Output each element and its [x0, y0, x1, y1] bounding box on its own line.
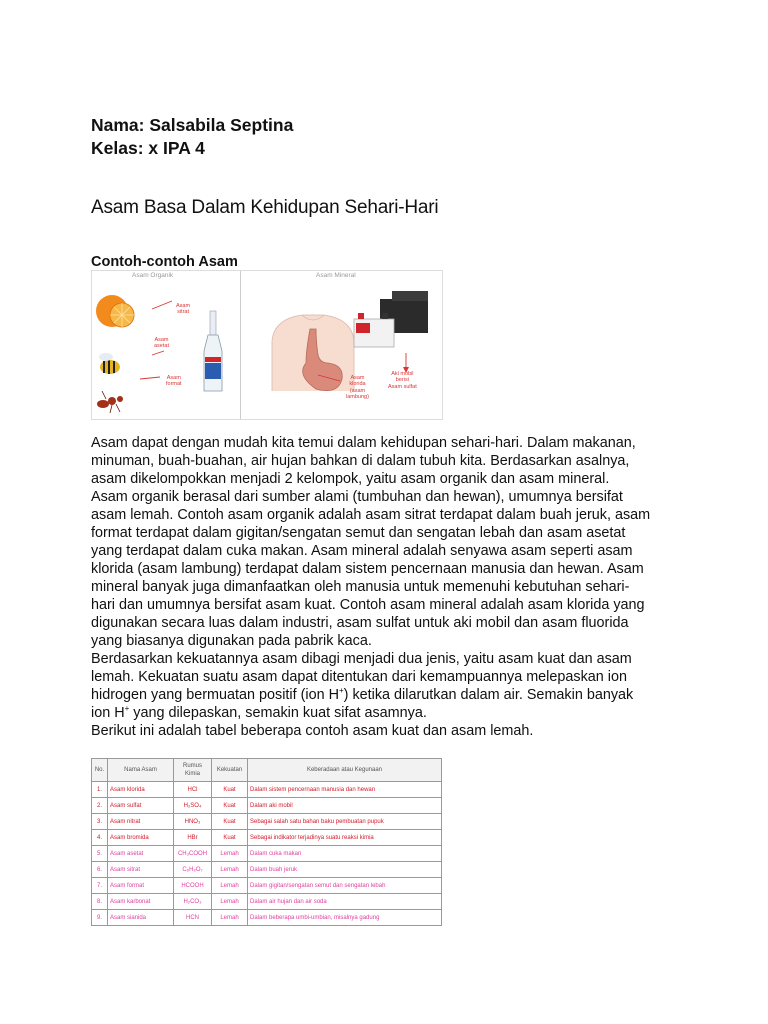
cell-use: Dalam air hujan dan air soda	[248, 894, 442, 910]
paragraph-line: hari dan umumnya bersifat asam kuat. Contoh asam mineral adalah asam klorida yang	[91, 597, 645, 613]
paragraph-line: asam lemah. Contoh asam organik adalah asam sitrat terdapat dalam buah jeruk, asam	[91, 507, 651, 523]
cell-formula: CH₃COOH	[174, 846, 212, 862]
cell-use: Dalam sistem pencernaan manusia dan hewan	[248, 782, 442, 798]
figure-header-mineral: Asam Mineral	[316, 272, 356, 279]
cell-no: 2.	[92, 798, 108, 814]
cell-no: 8.	[92, 894, 108, 910]
cell-strength: Kuat	[212, 814, 248, 830]
figure-divider	[240, 271, 241, 419]
table-header-row	[92, 759, 442, 782]
cell-no: 3.	[92, 814, 108, 830]
cell-use: Dalam buah jeruk	[248, 862, 442, 878]
paragraph-line-ion-2: ion H+ yang dilepaskan, semakin kuat sifat asamnya.	[91, 704, 427, 721]
cell-no: 5.	[92, 846, 108, 862]
label-hydrochloric-acid: Asam klorida (asam lambung)	[346, 375, 369, 400]
table-row	[92, 830, 442, 846]
cell-formula: H₂CO₃	[174, 894, 212, 910]
cell-strength: Kuat	[212, 830, 248, 846]
cell-formula: H₂SO₄	[174, 798, 212, 814]
cell-name: Asam bromida	[108, 830, 174, 846]
paragraph-line-last: Berikut ini adalah tabel beberapa contoh asam kuat dan asam lemah.	[91, 723, 534, 739]
table-row	[92, 798, 442, 814]
cell-name: Asam sianida	[108, 910, 174, 926]
student-class: Kelas: x IPA 4	[91, 138, 205, 158]
paragraph-line-ion-1: hidrogen yang bermuatan positif (ion H+) ketika dilarutkan dalam air. Semakin banyak	[91, 686, 634, 703]
cell-formula: HBr	[174, 830, 212, 846]
paragraph-line: format terdapat dalam gigitan/sengatan semut dan sengatan lebah dan asam asetat	[91, 525, 626, 541]
cell-name: Asam sitrat	[108, 862, 174, 878]
col-header-formula: Rumus Kimia	[174, 759, 212, 782]
label-formic-acid: Asam format	[166, 375, 182, 388]
cell-strength: Lemah	[212, 894, 248, 910]
cell-no: 6.	[92, 862, 108, 878]
cell-strength: Lemah	[212, 846, 248, 862]
cell-formula: HCOOH	[174, 878, 212, 894]
cell-formula: C₆H₈O₇	[174, 862, 212, 878]
cell-strength: Kuat	[212, 798, 248, 814]
paragraph-line: yang biasanya digunakan pada pabrik kaca.	[91, 633, 372, 649]
table-row	[92, 894, 442, 910]
cell-use: Dalam aki mobil	[248, 798, 442, 814]
cell-formula: HCN	[174, 910, 212, 926]
cell-name: Asam klorida	[108, 782, 174, 798]
cell-name: Asam karbonat	[108, 894, 174, 910]
paragraph-line: Asam dapat dengan mudah kita temui dalam kehidupan sehari-hari. Dalam makanan,	[91, 435, 636, 451]
cell-strength: Lemah	[212, 862, 248, 878]
label-sulfuric-acid: Aki mobil berisi Asam sulfat	[388, 371, 417, 390]
cell-name: Asam format	[108, 878, 174, 894]
cell-no: 7.	[92, 878, 108, 894]
cell-formula: HNO₃	[174, 814, 212, 830]
figure-header-organic: Asam Organik	[132, 272, 174, 279]
cell-use: Sebagai indikator terjadinya suatu reaksi kimia	[248, 830, 442, 846]
cell-use: Dalam cuka makan	[248, 846, 442, 862]
cell-strength: Lemah	[212, 878, 248, 894]
label-acetic-acid: Asam asetat	[154, 337, 169, 350]
col-header-strength: Kekuatan	[212, 759, 248, 782]
table-row	[92, 782, 442, 798]
col-header-name: Nama Asam	[108, 759, 174, 782]
table-row	[92, 910, 442, 926]
table-row	[92, 846, 442, 862]
cell-name: Asam asetat	[108, 846, 174, 862]
label-citric-acid: Asam sitrat	[176, 303, 191, 316]
col-header-no: No.	[92, 759, 108, 782]
table-row	[92, 878, 442, 894]
paragraph-line: klorida (asam lambung) terdapat dalam sistem pencernaan manusia dan hewan. Asam	[91, 561, 644, 577]
acid-strength-table	[91, 758, 442, 926]
vinegar-bottle	[210, 311, 216, 335]
cell-formula: HCl	[174, 782, 212, 798]
table-row	[92, 862, 442, 878]
cell-strength: Kuat	[212, 782, 248, 798]
paragraph-line: mineral banyak juga dimanfaatkan oleh manusia untuk memenuhi kebutuhan sehari-	[91, 579, 630, 595]
cell-use: Dalam gigitan/sengatan semut dan sengatan lebah	[248, 878, 442, 894]
paragraph-line: Berdasarkan kekuatannya asam dibagi menjadi dua jenis, yaitu asam kuat dan asam	[91, 651, 632, 667]
cell-strength: Lemah	[212, 910, 248, 926]
section-heading: Contoh-contoh Asam	[91, 254, 238, 270]
cell-name: Asam nitrat	[108, 814, 174, 830]
col-header-use: Keberadaan atau Kegunaan	[248, 759, 442, 782]
cell-use: Sebagai salah satu bahan baku pembuatan pupuk	[248, 814, 442, 830]
cell-no: 9.	[92, 910, 108, 926]
cell-no: 1.	[92, 782, 108, 798]
paragraph-line: yang terdapat dalam cuka makan. Asam mineral adalah senyawa asam seperti asam	[91, 543, 633, 559]
table-body	[92, 782, 442, 926]
acid-examples-figure	[91, 270, 443, 420]
paragraph-line: asam dikelompokkan menjadi 2 kelompok, yaitu asam organik dan asam mineral.	[91, 471, 610, 487]
body-paragraph	[91, 434, 691, 740]
ant	[108, 397, 116, 405]
paragraph-line: lemah. Kekuatan suatu asam dapat ditentukan dari kemampuannya melepaskan ion	[91, 669, 627, 685]
table-row	[92, 814, 442, 830]
paragraph-line: minuman, buah-buahan, air hujan bahkan di dalam tubuh kita. Berdasarkan asalnya,	[91, 453, 630, 469]
cell-name: Asam sulfat	[108, 798, 174, 814]
student-name: Nama: Salsabila Septina	[91, 115, 294, 135]
cell-use: Dalam beberapa umbi-umbian, misalnya gadung	[248, 910, 442, 926]
cell-no: 4.	[92, 830, 108, 846]
document-title: Asam Basa Dalam Kehidupan Sehari-Hari	[91, 197, 439, 218]
paragraph-line: digunakan secara luas dalam industri, asam sulfat untuk aki mobil dan asam fluorida	[91, 615, 629, 631]
figure-illustration	[92, 271, 444, 421]
paragraph-line: Asam organik berasal dari sumber alami (tumbuhan dan hewan), umumnya bersifat	[91, 489, 623, 505]
